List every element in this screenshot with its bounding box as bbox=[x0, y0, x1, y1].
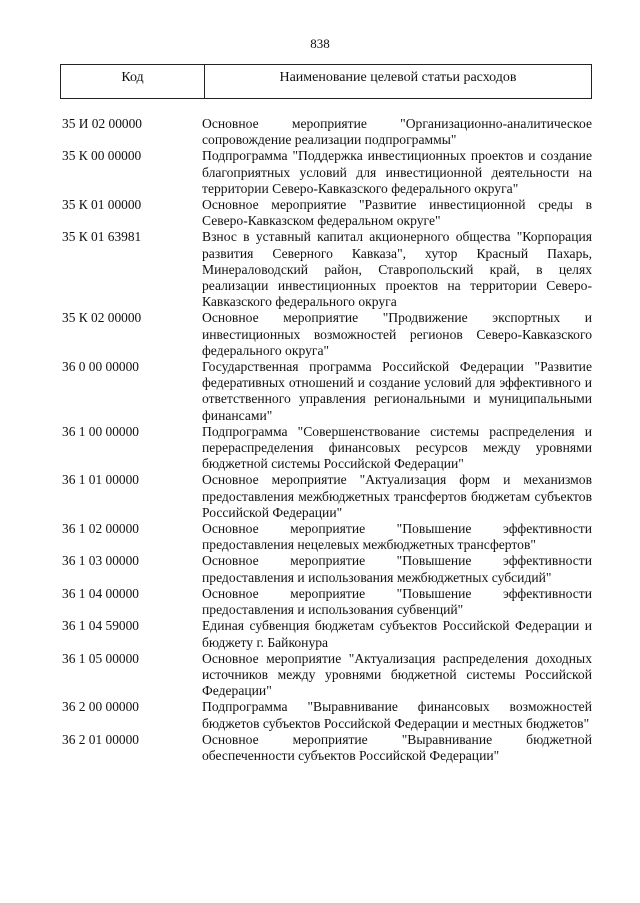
row-description: Основное мероприятие "Повышение эффективности предоставления нецелевых межбюджетных трансфертов" bbox=[202, 521, 592, 553]
row-code: 36 1 04 59000 bbox=[62, 618, 139, 634]
row-description: Основное мероприятие "Повышение эффективности предоставления и использования межбюджетных субсидий" bbox=[202, 553, 592, 585]
row-description: Подпрограмма "Выравнивание финансовых возможностей бюджетов субъектов Российской Федерации и местных бюджетов" bbox=[202, 699, 592, 731]
table-row bbox=[62, 651, 592, 700]
table-header bbox=[60, 64, 592, 99]
row-description: Основное мероприятие "Выравнивание бюджетной обеспеченности субъектов Российской Федерации" bbox=[202, 731, 592, 763]
table-row bbox=[62, 424, 592, 473]
table-row bbox=[62, 472, 592, 521]
row-code: 36 1 00 00000 bbox=[62, 423, 139, 439]
row-code: 36 1 03 00000 bbox=[62, 553, 139, 569]
row-code: 35 К 02 00000 bbox=[62, 310, 142, 326]
table-row bbox=[62, 197, 592, 229]
table-row bbox=[62, 116, 592, 148]
row-code: 36 1 04 00000 bbox=[62, 585, 139, 601]
budget-items-list bbox=[62, 116, 592, 764]
row-code: 35 И 02 00000 bbox=[62, 116, 142, 131]
table-row bbox=[62, 618, 592, 650]
row-description: Основное мероприятие "Повышение эффективности предоставления и использования субвенций" bbox=[202, 585, 592, 618]
row-description: Государственная программа Российской Федерации "Развитие федеративных отношений и создание условий для эффективного и ответственного управления региональными и муниципальными финансами" bbox=[202, 359, 592, 423]
row-code: 36 1 02 00000 bbox=[62, 521, 139, 537]
row-description: Подпрограмма "Совершенствование системы распределения и перераспределения финансовых ресурсов между уровнями бюджетной системы Российской Федерации" bbox=[202, 423, 592, 472]
row-code: 36 1 01 00000 bbox=[62, 472, 139, 488]
table-row bbox=[62, 229, 592, 310]
row-code: 36 2 00 00000 bbox=[62, 699, 139, 715]
row-description: Основное мероприятие "Организационно-аналитическое сопровождение реализации подпрограммы" bbox=[202, 116, 592, 148]
table-row bbox=[62, 148, 592, 197]
column-header-code: Код bbox=[61, 65, 205, 98]
row-code: 35 К 01 00000 bbox=[62, 197, 142, 213]
row-description: Основное мероприятие "Актуализация распределения доходных источников между уровнями бюджетной системы Российской Федерации" bbox=[202, 650, 592, 699]
row-code: 35 К 01 63981 bbox=[62, 229, 142, 245]
row-code: 35 К 00 00000 bbox=[62, 148, 142, 164]
table-row bbox=[62, 699, 592, 731]
row-description: Взнос в уставный капитал акционерного общества "Корпорация развития Северного Кавказа", хутор Красный Пахарь, Минераловодский район, Ставропольский край, в целях реализации инвестиционных проектов на территории Северо-Кавказского федерального округа bbox=[202, 229, 592, 310]
row-description: Подпрограмма "Поддержка инвестиционных проектов и создание благоприятных условий для инвестиционной деятельности на территории Северо-Кавказского федерального округа" bbox=[202, 148, 592, 196]
table-row bbox=[62, 553, 592, 585]
table-row bbox=[62, 586, 592, 618]
row-description: Основное мероприятие "Развитие инвестиционной среды в Северо-Кавказском федеральном округе" bbox=[202, 197, 592, 229]
row-description: Основное мероприятие "Актуализация форм и механизмов предоставления межбюджетных трансфертов бюджетам субъектов Российской Федерации" bbox=[202, 472, 592, 520]
table-row bbox=[62, 521, 592, 553]
row-description: Основное мероприятие "Продвижение экспортных и инвестиционных возможностей регионов Северо-Кавказского федерального округа" bbox=[202, 310, 592, 358]
row-code: 36 1 05 00000 bbox=[62, 650, 139, 666]
row-description: Единая субвенция бюджетам субъектов Российской Федерации и бюджету г. Байконура bbox=[202, 618, 592, 650]
row-code: 36 2 01 00000 bbox=[62, 731, 139, 747]
column-header-name: Наименование целевой статьи расходов bbox=[279, 70, 517, 85]
row-code: 36 0 00 00000 bbox=[62, 359, 139, 375]
page-number: 838 bbox=[310, 36, 330, 51]
table-row bbox=[62, 310, 592, 359]
table-row bbox=[62, 732, 592, 764]
table-row bbox=[62, 359, 592, 424]
